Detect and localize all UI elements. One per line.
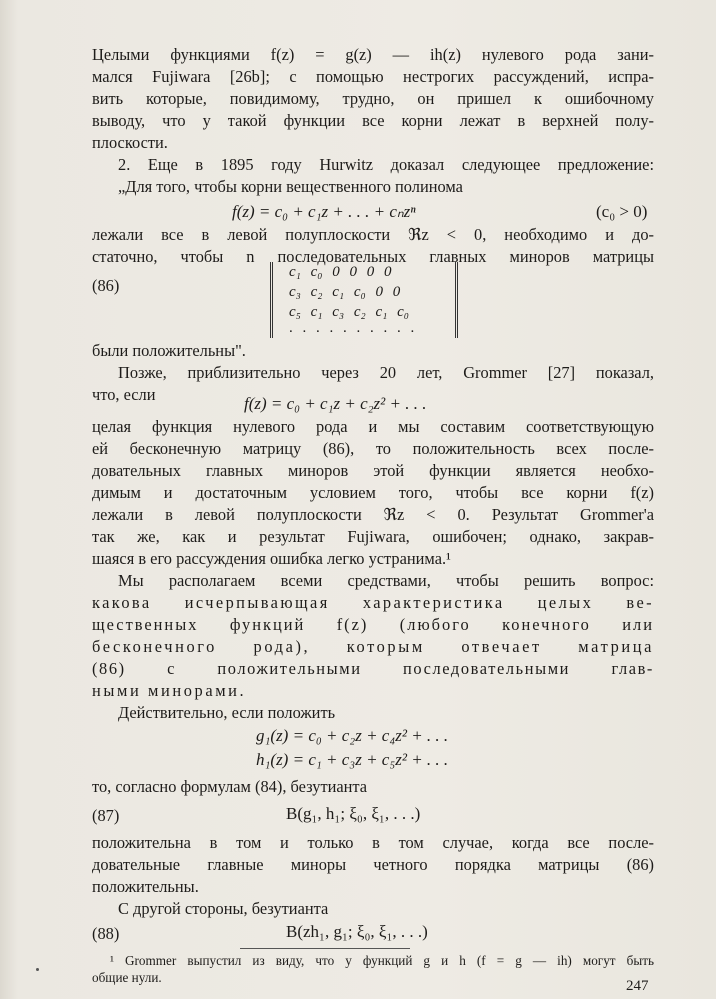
text-line-spaced: щественных функций f(z) (любого конечного или: [92, 615, 654, 634]
formula-bezoutiant-87: B(g₁, h₁; ξ₀, ξ₁, . . .): [286, 804, 421, 823]
text-line: Мы располагаем всеми средствами, чтобы решить вопрос:: [118, 571, 654, 590]
hurwitz-matrix: [270, 262, 458, 338]
matrix-row: . . . . . . . . . .: [289, 320, 415, 336]
text-line: так же, как и результат Fujiwara, ошибочен; однако, закрав-: [92, 527, 654, 546]
text-line: Действительно, если положить: [118, 703, 336, 722]
formula-h1: h₁(z) = c₁ + c₃z + c₅z² + . . .: [256, 750, 449, 769]
text-line-spaced: ными минорами.: [92, 681, 247, 700]
text-line: положительна в том и только в том случае, когда все после-: [92, 833, 654, 852]
text-line: довательные главные миноры четного порядка матрицы (86): [92, 855, 654, 874]
text-line: вить которые, повидимому, трудно, он пришел к ошибочному: [92, 89, 654, 108]
text-line-spaced: бесконечного рода), которым отвечает матрица: [92, 637, 654, 656]
text-line: положительны.: [92, 877, 199, 896]
equation-number: (86): [92, 276, 120, 295]
footnote-line: ¹ Grommer выпустил из виду, что у функций g и h (f = g — ih) могут быть: [110, 953, 654, 968]
matrix-row: c₃ c₂ c₁ c₀ 0 0: [289, 284, 401, 300]
text-line: 2. Еще в 1895 году Hurwitz доказал следующее предложение:: [118, 155, 654, 174]
footnote-line: общие нули.: [92, 970, 162, 985]
text-line-spaced: какова исчерпывающая характеристика целых ве-: [92, 593, 654, 612]
formula-series: f(z) = c₀ + c₁z + c₂z² + . . .: [244, 394, 427, 413]
text-line-spaced: (86) с положительными последовательными глав-: [92, 659, 654, 678]
matrix-row: c₁ c₀ 0 0 0 0: [289, 264, 392, 280]
text-line: были положительны".: [92, 341, 246, 360]
text-line: что, если: [92, 385, 156, 404]
formula-g1: g₁(z) = c₀ + c₂z + c₄z² + . . .: [256, 726, 449, 745]
text-line: Позже, приблизительно через 20 лет, Grommer [27] показал,: [118, 363, 654, 382]
formula-condition: (c₀ > 0): [596, 202, 648, 221]
formula-bezoutiant-88: B(zh₁, g₁; ξ₀, ξ₁, . . .): [286, 922, 428, 941]
text-line: мался Fujiwara [26b]; с помощью нестрогих рассуждений, испра-: [92, 67, 654, 86]
text-line: то, согласно формулам (84), безутианта: [92, 777, 368, 796]
text-line: выводу, что у такой функции все корни лежат в верхней полу-: [92, 111, 654, 130]
text-line: лежали все в левой полуплоскости ℜz < 0, необходимо и до-: [92, 225, 654, 244]
formula-polynomial: f(z) = c₀ + c₁z + . . . + cₙzⁿ: [232, 202, 416, 221]
text-line: лежали в левой полуплоскости ℜz < 0. Результат Grommer'а: [92, 505, 654, 524]
text-line: статочно, чтобы n последовательных главных миноров матрицы: [92, 247, 654, 266]
paper-speck: [36, 968, 39, 971]
text-line: С другой стороны, безутианта: [118, 899, 329, 918]
page-number: 247: [626, 978, 649, 994]
text-line: Целыми функциями f(z) = g(z) — ih(z) нулевого рода зани-: [92, 45, 654, 64]
text-line: ей бесконечную матрицу (86), то положительность всех после-: [92, 439, 654, 458]
text-line: целая функция нулевого рода и мы составим соответствующую: [92, 417, 654, 436]
matrix-row: c₅ c₁ c₃ c₂ c₁ c₀: [289, 304, 409, 320]
equation-number: (88): [92, 924, 120, 943]
footnote-rule: [240, 948, 410, 949]
text-line: димым и достаточным условием того, чтобы все корни f(z): [92, 483, 654, 502]
text-line: шаяся в его рассуждения ошибка легко устранима.¹: [92, 549, 451, 568]
text-line: „Для того, чтобы корни вещественного полинома: [118, 177, 463, 196]
equation-number: (87): [92, 806, 120, 825]
text-line: плоскости.: [92, 133, 168, 152]
text-line: довательных главных миноров этой функции является необхо-: [92, 461, 654, 480]
